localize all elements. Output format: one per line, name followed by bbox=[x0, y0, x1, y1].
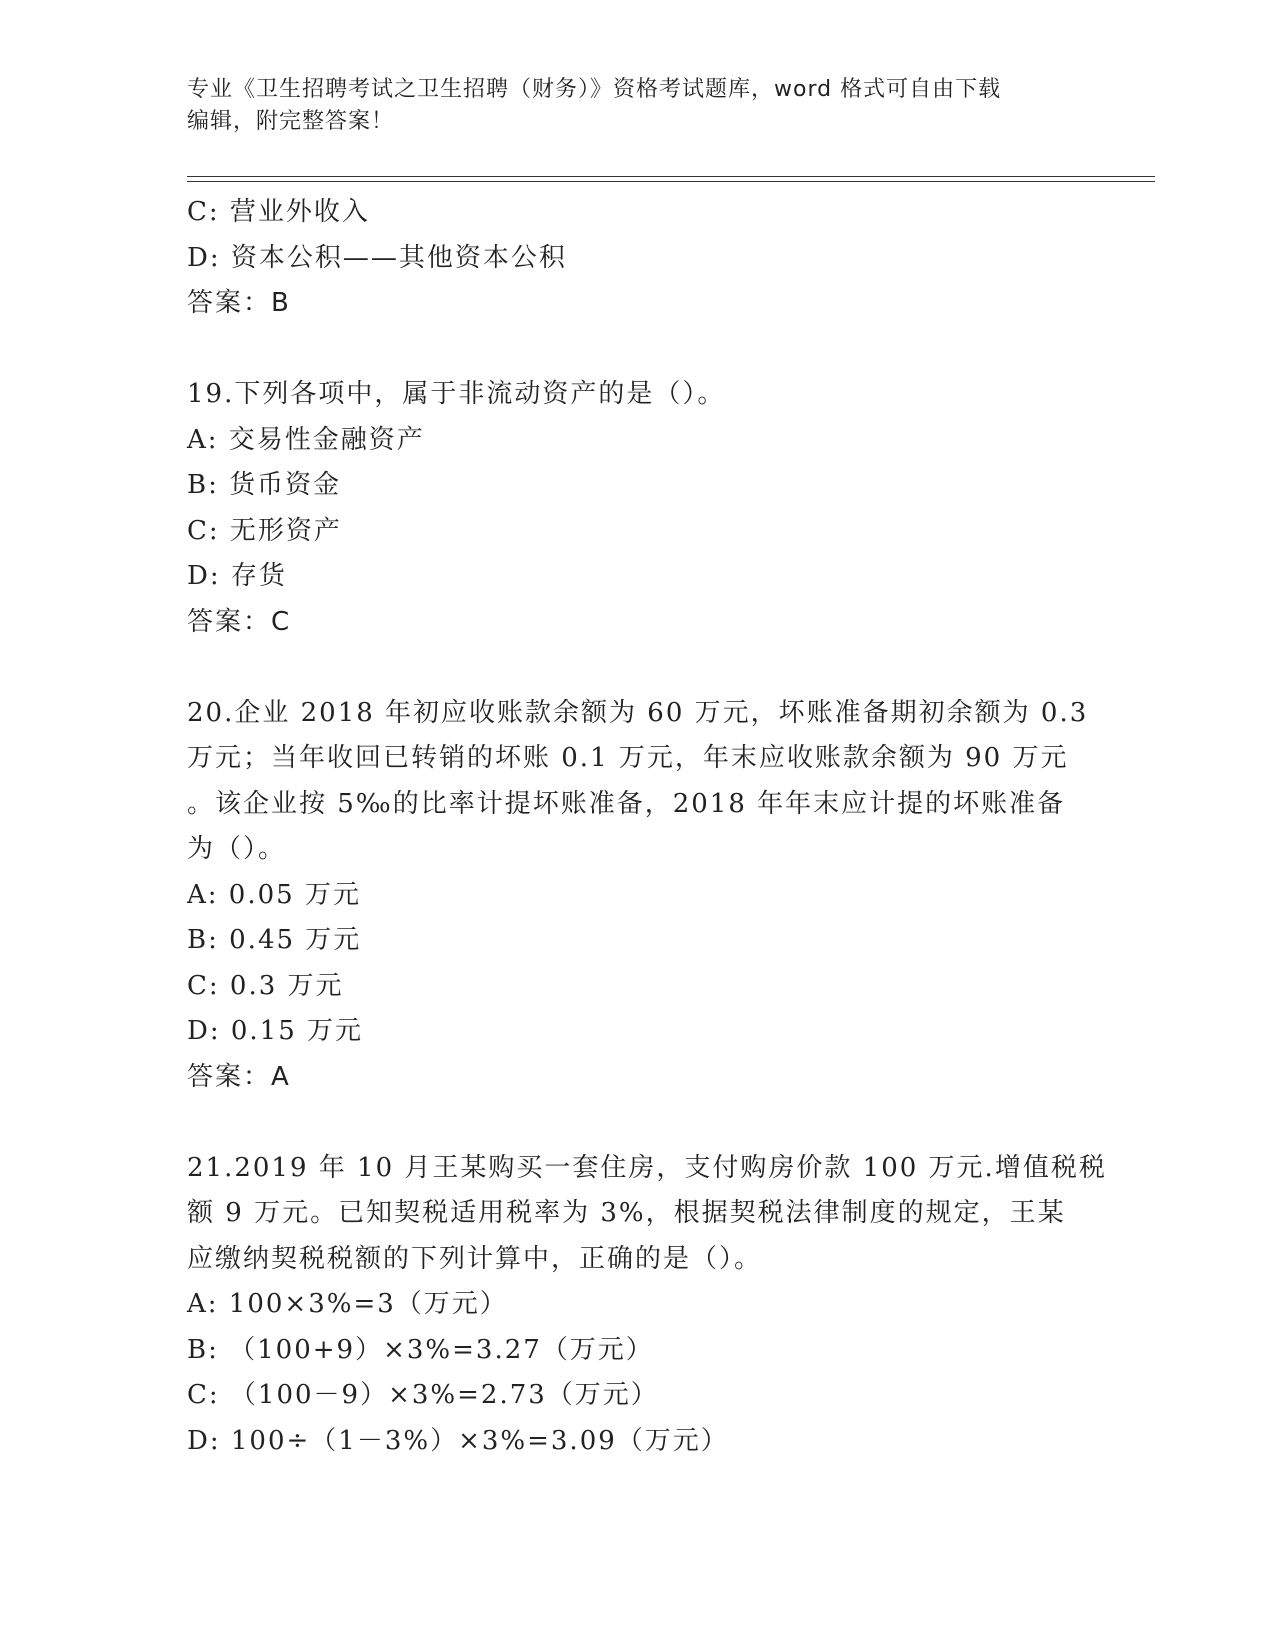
question-text: 19.下列各项中，属于非流动资产的是（）。 bbox=[187, 379, 726, 409]
document-header bbox=[187, 74, 1087, 138]
question-text-line-2: 额 9 万元。已知契税适用税率为 3%，根据契税法律制度的规定，王某 bbox=[187, 1198, 1066, 1228]
question-text-line-3: 。该企业按 5‰的比率计提坏账准备，2018 年年末应计提的坏账准备 bbox=[187, 788, 1066, 819]
option-c: C: （100－9）×3%=2.73（万元） bbox=[187, 1380, 659, 1410]
option-d: D: 0.15 万元 bbox=[187, 1016, 364, 1046]
question-text-line-2: 万元；当年收回已转销的坏账 0.1 万元，年末应收账款余额为 90 万元 bbox=[187, 743, 1069, 773]
question-20 bbox=[187, 691, 1087, 1101]
question-list bbox=[187, 190, 1107, 1464]
question-text-line-3: 应缴纳契税税额的下列计算中，正确的是（）。 bbox=[187, 1243, 763, 1274]
header-line-1: 专业《卫生招聘考试之卫生招聘（财务）》资格考试题库，word 格式可自由下载 bbox=[187, 77, 1002, 102]
option-b: B: （100+9）×3%=3.27（万元） bbox=[187, 1334, 654, 1365]
option-b: B: 货币资金 bbox=[187, 470, 342, 500]
option-d: D: 100÷（1－3%）×3%=3.09（万元） bbox=[187, 1425, 729, 1456]
option-d: D: 资本公积——其他资本公积 bbox=[187, 242, 567, 273]
header-divider-bottom bbox=[187, 181, 1155, 182]
option-c: C: 营业外收入 bbox=[187, 197, 370, 227]
header-line-2: 编辑，附完整答案！ bbox=[187, 109, 395, 134]
option-c: C: 0.3 万元 bbox=[187, 970, 344, 1001]
header-divider-top bbox=[187, 176, 1155, 177]
question-text-line-1: 20.企业 2018 年初应收账款余额为 60 万元，坏账准备期初余额为 0.3 bbox=[187, 697, 1089, 728]
answer-label: 答案：B bbox=[187, 288, 291, 318]
option-d: D: 存货 bbox=[187, 561, 287, 591]
question-text-line-4: 为（）。 bbox=[187, 834, 287, 864]
option-a: A: 100×3%=3（万元） bbox=[187, 1289, 508, 1319]
option-a: A: 0.05 万元 bbox=[187, 879, 361, 910]
question-18-tail bbox=[187, 190, 1087, 327]
option-b: B: 0.45 万元 bbox=[187, 925, 362, 955]
question-text-line-1: 21.2019 年 10 月王某购买一套住房，支付购房价款 100 万元.增值税税 bbox=[187, 1152, 1107, 1183]
question-19 bbox=[187, 372, 1087, 645]
option-c: C: 无形资产 bbox=[187, 515, 342, 546]
option-a: A: 交易性金融资产 bbox=[187, 424, 425, 455]
answer-label: 答案：A bbox=[187, 1061, 291, 1092]
answer-label: 答案：C bbox=[187, 606, 292, 637]
question-21 bbox=[187, 1146, 1107, 1465]
